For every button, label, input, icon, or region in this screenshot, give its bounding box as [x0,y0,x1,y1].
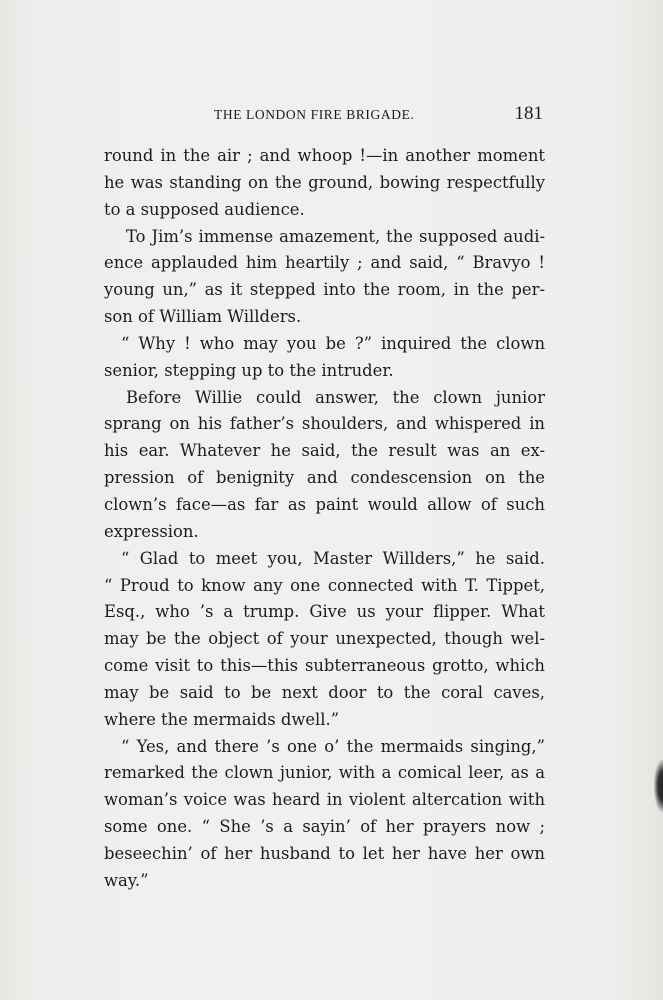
text-line: remarked the clown junior, with a comical leer, as a [104,763,545,783]
page-number: 181 [514,103,543,124]
text-line: where the mermaids dwell.” [104,709,340,729]
body-text [104,143,545,895]
text-line: may be the object of your unexpected, though wel- [104,629,545,649]
text-line: round in the air ; and whoop !—in another moment [104,146,545,165]
text-line: come visit to this—this subterraneous grotto, which [104,656,545,676]
text-line: woman’s voice was heard in violent altercation with [104,790,545,810]
text-line: beseechin’ of her husband to let her have her own [104,843,545,863]
text-line: pression of benignity and condescension on the [104,468,545,488]
text-line: some one. “ She ’s a sayin’ of her prayers now ; [104,817,545,837]
text-line: sprang on his father’s shoulders, and whispered in [104,414,545,434]
text-line: “ Glad to meet you, Master Willders,” he said. [121,548,545,568]
text-line: Esq., who ’s a trump. Give us your flipper. What [104,602,545,622]
text-line: To Jim’s immense amazement, the supposed audi- [126,226,545,246]
text-line: young un,” as it stepped into the room, in the per- [104,280,545,300]
text-line: Before Willie could answer, the clown junior [126,387,545,407]
text-line: expression. [104,521,199,541]
page-edge-mark [654,760,663,812]
text-line: “ Proud to know any one connected with T. Tippet, [104,575,545,595]
text-line: way.” [104,870,149,890]
text-line: his ear. Whatever he said, the result was an ex- [104,441,545,461]
text-line: son of William Willders. [104,307,302,327]
text-line: to a supposed audience. [104,199,305,219]
text-line: “ Yes, and there ’s one o’ the mermaids singing,” [121,736,545,756]
text-line: he was standing on the ground, bowing respectfully [104,172,545,192]
text-line: clown’s face—as far as paint would allow of such [104,494,545,514]
text-line: ence applauded him heartily ; and said, “ Bravyo ! [104,253,545,273]
text-line: senior, stepping up to the intruder. [104,360,394,380]
running-head: THE LONDON FIRE BRIGADE. [214,107,415,122]
text-line: may be said to be next door to the coral caves, [104,682,545,702]
text-line: “ Why ! who may you be ?” inquired the clown [121,333,545,353]
page-header [104,103,545,127]
